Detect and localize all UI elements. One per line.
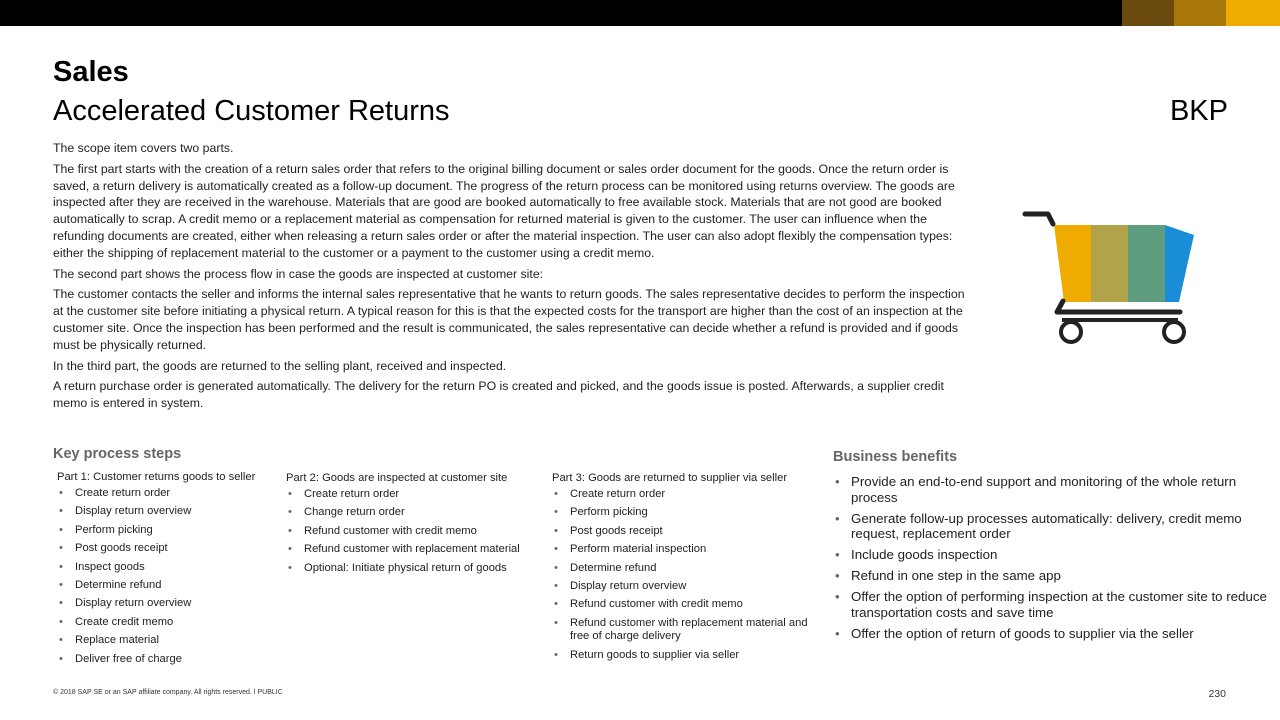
list-item: • Offer the option of performing inspection at the customer site to reduce transportation costs and save time	[833, 589, 1273, 620]
brand-swatch-gold	[1226, 0, 1280, 26]
scope-description	[53, 140, 973, 416]
list-item: • Determine refund	[57, 579, 282, 593]
list-item: • Include goods inspection	[833, 547, 1273, 563]
cart-segment-teal	[1128, 225, 1165, 302]
part1-list	[57, 487, 282, 666]
list-item: • Display return overview	[552, 580, 814, 594]
list-item: • Create return order	[57, 487, 282, 501]
copyright-footer: © 2018 SAP SE or an SAP affiliate company. All rights reserved. ǀ PUBLIC	[53, 689, 283, 696]
list-item: • Return goods to supplier via seller	[552, 649, 814, 663]
list-item: • Post goods receipt	[57, 542, 282, 556]
page-title: Sales	[53, 56, 129, 88]
benefits-list-container	[833, 474, 1273, 647]
list-item: • Deliver free of charge	[57, 653, 282, 667]
list-item: • Create credit memo	[57, 616, 282, 630]
list-item: • Determine refund	[552, 562, 814, 576]
list-item: • Replace material	[57, 634, 282, 648]
shopping-cart-icon	[1018, 206, 1198, 348]
list-item: • Optional: Initiate physical return of goods	[286, 562, 548, 576]
intro-paragraph: The second part shows the process flow in case the goods are inspected at customer site:	[53, 266, 544, 281]
cart-wheel-right	[1164, 322, 1184, 342]
list-item: • Create return order	[552, 488, 814, 502]
list-item: • Perform material inspection	[552, 543, 814, 557]
part2-column	[286, 471, 548, 580]
list-item: • Refund in one step in the same app	[833, 568, 1273, 584]
intro-paragraph: The customer contacts the seller and informs the internal sales representative that he wants to return goods. The sales representative decides to perform the inspection at the customer site before initiating a physical return. A typical reason for this is that the expected costs for the transport are higher than the cost of an inspection at the customer site. Once the inspection has been performed and the result is communicated, the sales representative can decide whether a refund is provided and if goods must be physically returned.	[53, 287, 965, 352]
benefits-list	[833, 474, 1273, 641]
list-item: • Offer the option of return of goods to supplier via the seller	[833, 626, 1273, 642]
list-item: • Generate follow-up processes automatically: delivery, credit memo request, replacement order	[833, 511, 1273, 542]
top-brand-bar	[0, 0, 1280, 26]
part2-list	[286, 488, 548, 575]
intro-paragraph: The scope item covers two parts.	[53, 141, 234, 155]
intro-paragraph: A return purchase order is generated automatically. The delivery for the return PO is created and picked, and the goods issue is posted. Afterwards, a supplier credit memo is entered in system.	[53, 379, 944, 411]
cart-segment-yellow	[1054, 225, 1091, 302]
cart-segment-olive	[1091, 225, 1128, 302]
part2-title: Part 2: Goods are inspected at customer site	[286, 472, 508, 484]
part3-list	[552, 488, 814, 662]
list-item: • Refund customer with replacement material	[286, 543, 548, 557]
cart-frame	[1057, 301, 1180, 312]
brand-swatch-dark	[1122, 0, 1174, 26]
list-item: • Refund customer with replacement material and free of charge delivery	[552, 617, 814, 644]
list-item: • Post goods receipt	[552, 525, 814, 539]
list-item: • Perform picking	[552, 506, 814, 520]
page-subtitle: Accelerated Customer Returns	[53, 95, 450, 127]
cart-wheel-left	[1061, 322, 1081, 342]
scope-item-code: BKP	[1169, 95, 1228, 127]
page-number: 230	[1208, 688, 1226, 700]
list-item: • Change return order	[286, 506, 548, 520]
list-item: • Refund customer with credit memo	[286, 525, 548, 539]
part1-column	[57, 470, 282, 671]
part3-column	[552, 471, 814, 667]
cart-handle	[1025, 214, 1053, 224]
list-item: • Inspect goods	[57, 561, 282, 575]
cart-segment-blue	[1165, 225, 1194, 302]
part3-title: Part 3: Goods are returned to supplier via seller	[552, 472, 788, 484]
list-item: • Create return order	[286, 488, 548, 502]
brand-swatch-mid	[1174, 0, 1226, 26]
list-item: • Display return overview	[57, 505, 282, 519]
intro-paragraph: The first part starts with the creation of a return sales order that refers to the original billing document or sales order document for the goods. Once the return order is saved, a return delivery is automatically created as a follow-up document. The progress of the return process can be monitored using returns overview. The goods are inspected after they are received in the warehouse. Materials that are good are booked automatically to free available stock. Materials that are not good are booked automatically to scrap. A credit memo or a replacement material as compensation for returned material is given to the customer. The user can influence when the refunding documents are created, either when releasing a return sales order or after the material inspection. The user can also adopt flexibly the compensation types: either the shipping of replacement material to the customer or a payment to the customer using a credit memo.	[53, 161, 955, 260]
part1-title: Part 1: Customer returns goods to seller	[57, 471, 256, 483]
list-item: • Perform picking	[57, 524, 282, 538]
intro-paragraph: In the third part, the goods are returned to the selling plant, received and inspected.	[53, 358, 507, 373]
key-steps-heading: Key process steps	[53, 446, 182, 462]
list-item: • Refund customer with credit memo	[552, 598, 814, 612]
list-item: • Provide an end-to-end support and monitoring of the whole return process	[833, 474, 1273, 505]
list-item: • Display return overview	[57, 597, 282, 611]
benefits-heading: Business benefits	[833, 449, 958, 465]
